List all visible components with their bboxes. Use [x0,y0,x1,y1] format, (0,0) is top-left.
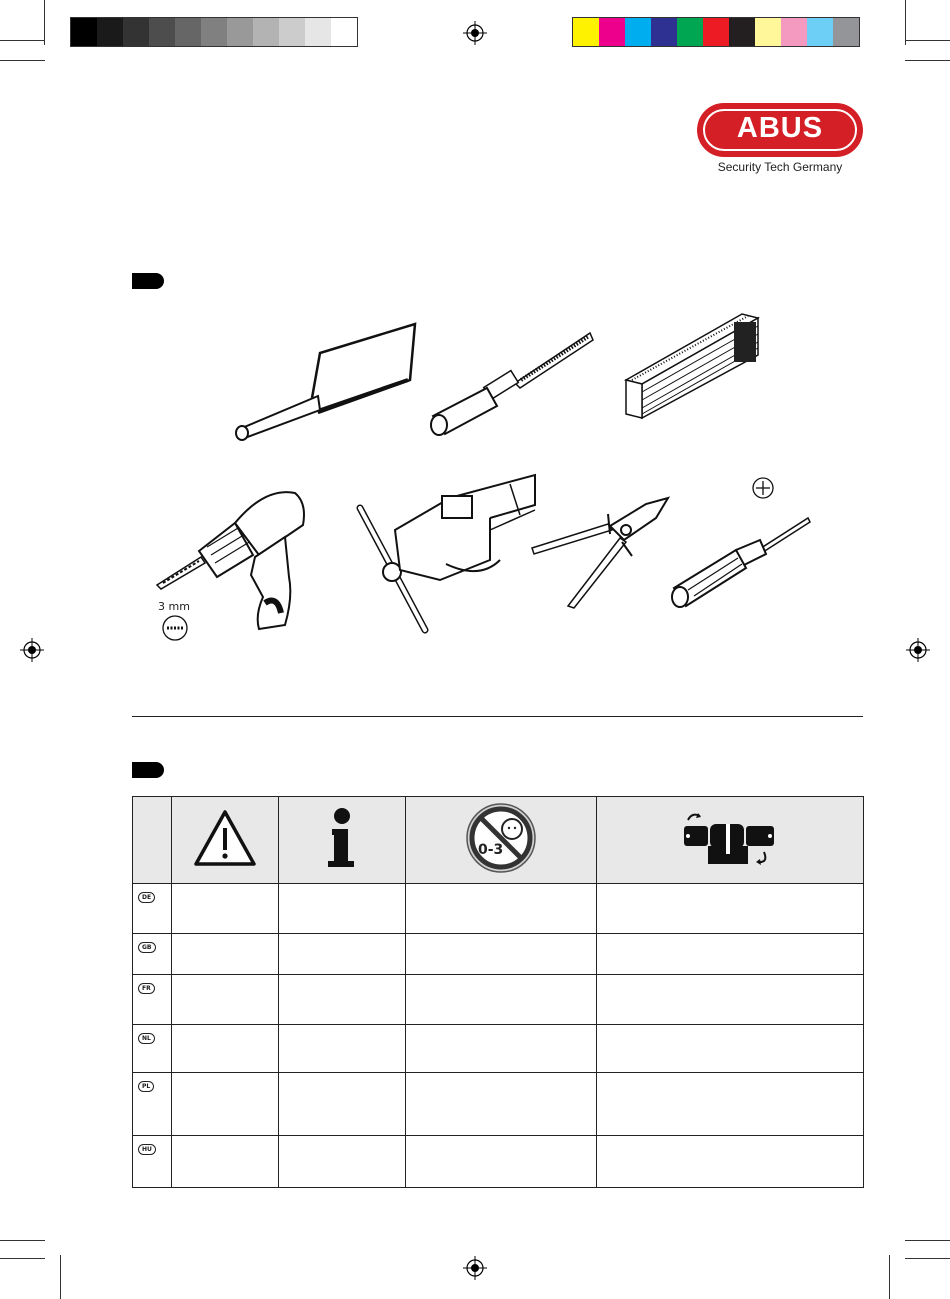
table-header-row [133,797,864,884]
language-badge: PL [138,1081,154,1092]
section-marker-1 [132,273,164,289]
pliers-icon [528,490,678,610]
color-swatch [677,18,703,46]
color-swatch [123,18,149,46]
color-swatch [201,18,227,46]
crop-mark [0,60,45,61]
color-swatch [729,18,755,46]
header-cell-cylinder [597,797,864,884]
not-for-children-0-3-icon [464,801,538,875]
color-swatch [331,18,357,46]
language-cell [133,934,172,975]
registration-mark-icon [463,1256,487,1280]
color-swatch [149,18,175,46]
crop-mark [889,1255,890,1299]
registration-mark-icon [20,638,44,662]
crop-mark [905,0,906,45]
crop-mark [0,40,45,41]
drill-bit-size-label: 3 mm [158,600,190,613]
color-swatch [833,18,859,46]
color-swatch [253,18,279,46]
color-swatch [305,18,331,46]
color-swatch [175,18,201,46]
cylinder-lock-icon [680,808,780,868]
color-swatch [781,18,807,46]
brand-tagline: Security Tech Germany [717,160,843,174]
color-swatch [651,18,677,46]
hacksaw-icon [230,318,430,443]
screwdriver-icon [668,510,813,610]
crop-mark [905,1240,950,1241]
folding-ruler-icon [622,310,762,422]
header-cell-info [279,797,406,884]
info-icon [322,807,362,869]
section-marker-2 [132,762,164,778]
color-swatch [755,18,781,46]
child-age-text: 0-3 [478,842,504,858]
color-swatch [807,18,833,46]
table-row [133,1073,864,1136]
table-row [133,884,864,934]
language-badge: NL [138,1033,155,1044]
crop-mark [44,0,45,45]
color-swatch [227,18,253,46]
warning-icon [192,808,258,868]
logo-text: ABUS [736,112,824,144]
file-icon [425,328,595,440]
color-swatch [625,18,651,46]
table-row [133,1025,864,1073]
language-cell [133,975,172,1025]
header-cell-warning [172,797,279,884]
color-bar [572,17,860,47]
language-cell [133,1025,172,1073]
drill-bit-icon [162,615,188,641]
registration-mark-icon [906,638,930,662]
header-cell-empty [133,797,172,884]
crop-mark [0,1258,45,1259]
language-badge: FR [138,983,155,994]
table-row [133,1136,864,1188]
color-swatch [573,18,599,46]
color-swatch [71,18,97,46]
color-swatch [97,18,123,46]
color-swatch [279,18,305,46]
color-swatch [703,18,729,46]
language-cell [133,1073,172,1136]
crop-mark [0,1240,45,1241]
language-badge: HU [138,1144,156,1155]
crop-mark [905,1258,950,1259]
crop-mark [905,40,950,41]
table-row [133,975,864,1025]
phillips-icon [751,476,775,500]
section-divider [132,716,863,717]
grayscale-bar [70,17,358,47]
notice-table [132,796,864,1188]
abus-logo [697,103,863,157]
registration-mark-icon [463,21,487,45]
language-cell [133,884,172,934]
crop-mark [60,1255,61,1299]
vise-icon [350,470,540,645]
language-badge: GB [138,942,156,953]
color-swatch [599,18,625,46]
language-cell [133,1136,172,1188]
header-cell-children [406,797,597,884]
language-badge: DE [138,892,155,903]
table-row [133,934,864,975]
crop-mark [905,60,950,61]
